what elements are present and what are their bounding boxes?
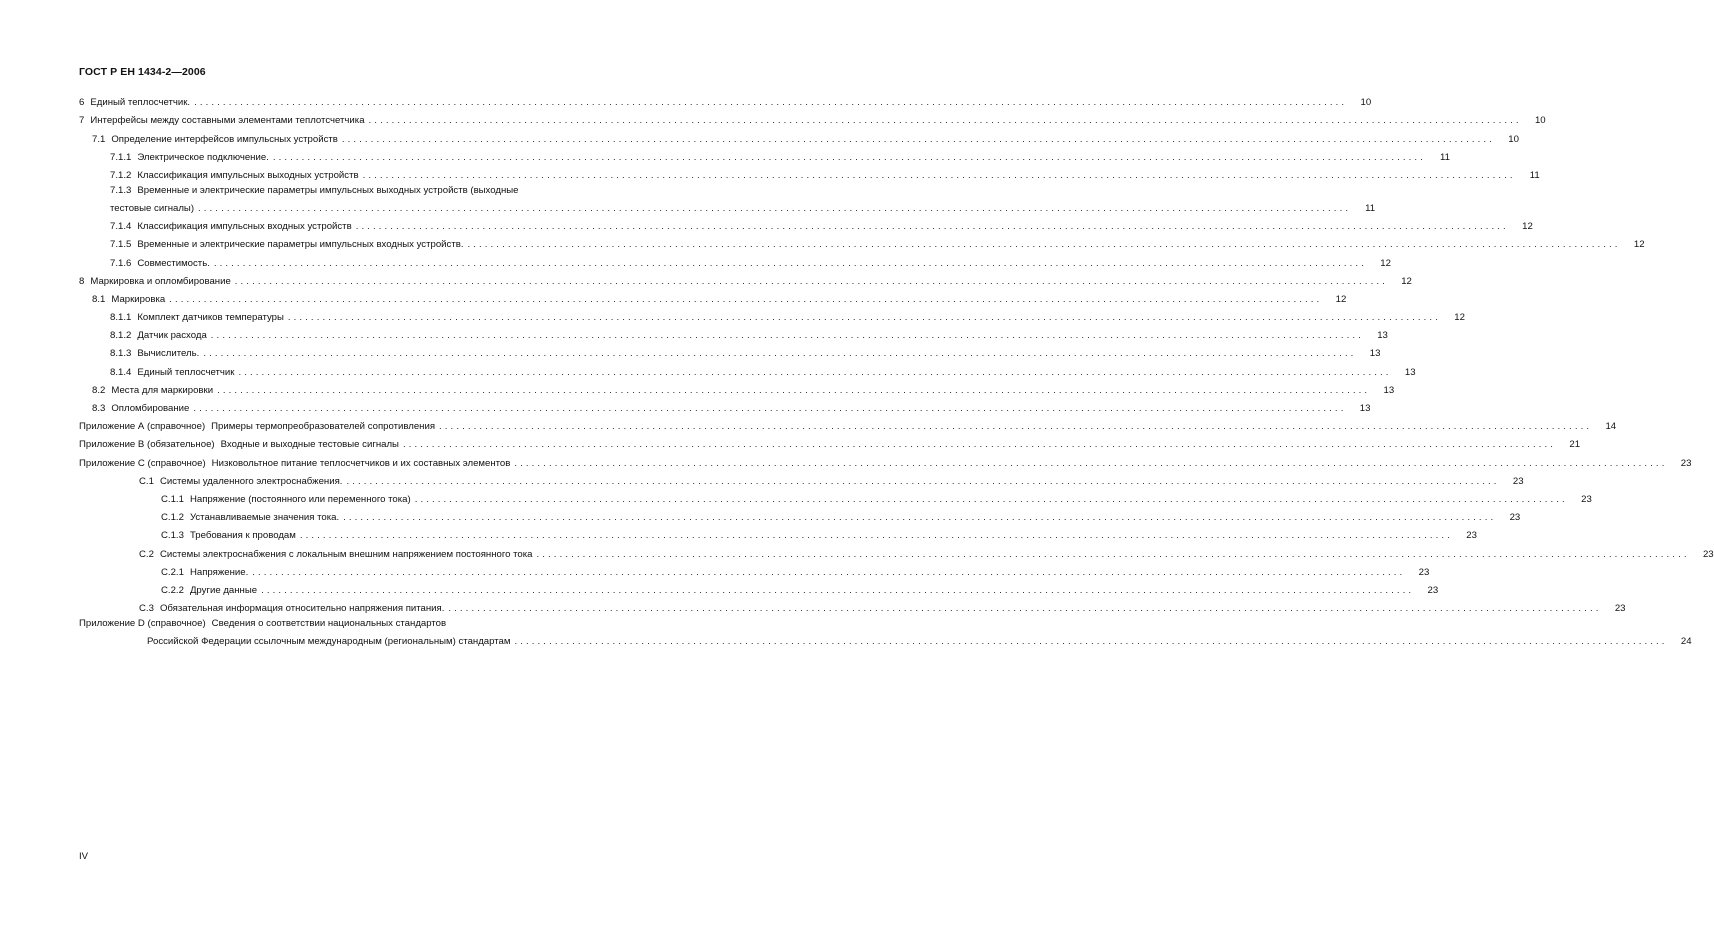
dot-leader: ........................................................................................................................................................................................................ xyxy=(536,548,1690,560)
toc-entry xyxy=(79,111,1546,129)
toc-entry-page: 12 xyxy=(1454,312,1465,324)
toc-entry xyxy=(79,326,1388,344)
toc-entry-title: Обязательная информация относительно напряжения питания. xyxy=(159,603,445,615)
toc-entry xyxy=(79,93,1372,111)
toc-entry-number: 8.3 xyxy=(92,403,106,414)
toc-entry-title: Системы удаленного электроснабжения. xyxy=(159,475,343,487)
toc-entry-page: 23 xyxy=(1427,584,1439,596)
toc-entry-number: С.2.1 xyxy=(161,566,184,578)
toc-entry-page: 11 xyxy=(1439,151,1450,163)
toc-entry-title: Устанавливаемые значения тока. xyxy=(189,512,340,524)
dot-leader: ........................................................................................................................................................................................................ xyxy=(261,584,1415,596)
toc-entry-page: 12 xyxy=(1335,293,1347,305)
toc-entry xyxy=(79,166,1540,184)
toc-entry-page: 23 xyxy=(1702,548,1714,560)
toc-entry-page: 11 xyxy=(1365,202,1376,214)
toc-entry xyxy=(79,184,613,199)
toc-entry-title: Требования к проводам xyxy=(189,530,296,542)
toc-entry-page: 13 xyxy=(1383,384,1395,396)
toc-entry-title: Российской Федерации ссылочным международным (региональным) стандартам xyxy=(147,636,511,648)
toc-entry-title: Совместимость. xyxy=(137,257,210,269)
toc-entry-title: Единый теплосчетчик xyxy=(137,366,235,378)
toc-entry-title: Комплект датчиков температуры xyxy=(137,312,284,324)
dot-leader: ........................................................................................................................................................................................................ xyxy=(252,566,1406,578)
toc-entry xyxy=(79,362,1416,380)
toc-entry-page: 13 xyxy=(1377,330,1388,342)
dot-leader: ........................................................................................................................................................................................................ xyxy=(346,475,1500,487)
toc-entry-title: Вычислитель. xyxy=(137,348,200,360)
toc-entry-number: 7.1.4 xyxy=(110,221,132,233)
toc-entry-page: 11 xyxy=(1529,169,1540,181)
toc-entry-page: 13 xyxy=(1404,366,1416,378)
toc-entry-number: С.2 xyxy=(139,548,154,560)
table-of-contents xyxy=(79,93,1714,650)
toc-entry-number: 7.1.1 xyxy=(110,151,132,163)
dot-leader: ........................................................................................................................................................................................................ xyxy=(272,151,1426,163)
dot-leader: ........................................................................................................................................................................................................ xyxy=(169,293,1323,305)
toc-entry xyxy=(79,472,1524,490)
toc-entry-number: 7.1 xyxy=(92,133,106,145)
toc-entry-title: Интерфейсы между составными элементами теплотсчетчика xyxy=(90,115,365,127)
toc-entry-page: 23 xyxy=(1418,566,1430,578)
dot-leader: ........................................................................................................................................................................................................ xyxy=(467,239,1621,251)
dot-leader: ........................................................................................................................................................................................................ xyxy=(341,133,1495,145)
toc-entry xyxy=(79,508,1521,526)
document-header: ГОСТ Р ЕН 1434-2—2006 xyxy=(79,66,206,78)
toc-entry-number: 8 xyxy=(79,275,85,287)
toc-entry-title: Единый теплосчетчик. xyxy=(90,97,191,109)
toc-entry-number: С.3 xyxy=(139,603,154,615)
toc-entry-number: 7 xyxy=(79,115,85,127)
toc-entry-title: Маркировка xyxy=(111,293,166,305)
toc-entry xyxy=(79,632,1692,650)
toc-entry-number: С.1.3 xyxy=(161,530,184,542)
toc-entry-number: Приложение D (справочное) xyxy=(79,618,206,630)
dot-leader: ........................................................................................................................................................................................................ xyxy=(213,257,1367,269)
toc-entry-title: Маркировка и опломбирование xyxy=(90,275,231,287)
toc-entry-number: С.1.2 xyxy=(161,512,184,524)
toc-entry-page: 12 xyxy=(1633,239,1645,251)
dot-leader: ........................................................................................................................................................................................................ xyxy=(514,636,1668,648)
toc-entry-page: 23 xyxy=(1581,493,1592,505)
toc-entry-number: С.2.2 xyxy=(161,584,184,596)
toc-entry-page: 12 xyxy=(1401,275,1412,287)
toc-entry xyxy=(79,435,1581,453)
dot-leader: ........................................................................................................................................................................................................ xyxy=(210,330,1364,342)
toc-entry-number: Приложение С (справочное) xyxy=(79,457,206,469)
dot-leader: ........................................................................................................................................................................................................ xyxy=(368,115,1522,127)
toc-entry-title: Сведения о соответствии национальных стандартов xyxy=(211,618,447,630)
toc-entry xyxy=(79,563,1430,581)
dot-leader: ........................................................................................................................................................................................................ xyxy=(234,275,1388,287)
toc-entry-number: 7.1.2 xyxy=(110,169,132,181)
toc-entry xyxy=(79,453,1692,471)
toc-entry-number: 7.1.6 xyxy=(110,257,132,269)
toc-entry-title: Временные и электрические параметры импульсных входных устройств. xyxy=(137,239,464,251)
toc-entry xyxy=(79,417,1617,435)
dot-leader: ........................................................................................................................................................................................................ xyxy=(203,348,1357,360)
toc-entry-page: 21 xyxy=(1569,439,1581,451)
toc-entry-page: 23 xyxy=(1512,475,1524,487)
dot-leader: ........................................................................................................................................................................................................ xyxy=(217,384,1371,396)
toc-entry-number: С.1 xyxy=(139,475,154,487)
toc-entry xyxy=(79,129,1519,147)
toc-entry-title: Примеры термопреобразователей сопротивления xyxy=(211,421,436,433)
dot-leader: ........................................................................................................................................................................................................ xyxy=(343,512,1497,524)
toc-entry-number: 6 xyxy=(79,97,85,109)
toc-entry xyxy=(79,217,1533,235)
toc-entry-title: Входные и выходные тестовые сигналы xyxy=(220,439,399,451)
toc-entry xyxy=(79,235,1645,253)
toc-entry-title: Датчик расхода xyxy=(137,330,207,342)
toc-entry-title: Классификация импульсных входных устройств xyxy=(137,221,352,233)
toc-entry xyxy=(79,381,1395,399)
toc-entry-page: 10 xyxy=(1508,133,1519,145)
toc-entry xyxy=(79,599,1626,617)
toc-entry xyxy=(79,272,1412,290)
toc-entry-page: 23 xyxy=(1680,457,1692,469)
dot-leader: ........................................................................................................................................................................................................ xyxy=(193,403,1347,414)
toc-entry-title: Напряжение. xyxy=(189,566,249,578)
toc-entry-page: 13 xyxy=(1359,403,1371,414)
toc-entry-page: 10 xyxy=(1534,115,1546,127)
toc-entry xyxy=(79,526,1477,544)
toc-entry xyxy=(79,490,1592,508)
toc-entry-number: 7.1.5 xyxy=(110,239,132,251)
toc-entry-title: тестовые сигналы) xyxy=(110,202,195,214)
toc-entry-number: Приложение В (обязательное) xyxy=(79,439,215,451)
toc-entry-title: Определение интерфейсов импульсных устройств xyxy=(111,133,338,145)
toc-entry xyxy=(79,581,1439,599)
toc-entry xyxy=(79,544,1714,562)
toc-entry-title: Временные и электрические параметры импульсных выходных устройств (выходные xyxy=(137,184,519,196)
dot-leader: ........................................................................................................................................................................................................ xyxy=(287,312,1441,324)
dot-leader: ........................................................................................................................................................................................................ xyxy=(238,366,1392,378)
toc-entry xyxy=(79,399,1371,417)
toc-entry-title: Электрическое подключение. xyxy=(137,151,269,163)
toc-entry-title: Опломбирование xyxy=(111,403,190,414)
toc-entry-page: 23 xyxy=(1466,530,1477,542)
toc-entry-page: 24 xyxy=(1680,636,1692,648)
toc-entry-page: 12 xyxy=(1522,221,1533,233)
toc-entry xyxy=(79,199,1376,217)
toc-entry-number: 7.1.3 xyxy=(110,184,132,196)
toc-entry-title: Напряжение (постоянного или переменного тока) xyxy=(189,493,411,505)
toc-entry-title: Классификация импульсных выходных устройств xyxy=(137,169,359,181)
toc-entry-number: 8.1 xyxy=(92,293,106,305)
toc-entry-number: Приложение А (справочное) xyxy=(79,421,206,433)
toc-entry-page: 12 xyxy=(1380,257,1391,269)
toc-entry-title: Низковольтное питание теплосчетчиков и их составных элементов xyxy=(211,457,511,469)
page-number: IV xyxy=(79,851,89,862)
toc-entry xyxy=(79,308,1465,326)
dot-leader: ........................................................................................................................................................................................................ xyxy=(194,97,1348,109)
toc-entry-number: 8.1.2 xyxy=(110,330,132,342)
toc-entry xyxy=(79,344,1381,362)
toc-entry-number: 8.1.1 xyxy=(110,312,132,324)
dot-leader: ........................................................................................................................................................................................................ xyxy=(439,421,1593,433)
dot-leader: ........................................................................................................................................................................................................ xyxy=(414,493,1568,505)
toc-entry-title: Системы электроснабжения с локальным внешним напряжением постоянного тока xyxy=(159,548,533,560)
toc-entry xyxy=(79,290,1347,308)
dot-leader: ........................................................................................................................................................................................................ xyxy=(514,457,1668,469)
toc-entry xyxy=(79,148,1450,166)
toc-entry-page: 10 xyxy=(1360,97,1372,109)
toc-entry-title: Места для маркировки xyxy=(111,384,214,396)
toc-entry-title: Другие данные xyxy=(189,584,258,596)
toc-entry-page: 14 xyxy=(1605,421,1617,433)
toc-entry-page: 13 xyxy=(1369,348,1381,360)
toc-entry xyxy=(79,617,613,632)
toc-entry xyxy=(79,253,1391,271)
dot-leader: ........................................................................................................................................................................................................ xyxy=(299,530,1453,542)
toc-entry-number: 8.1.3 xyxy=(110,348,132,360)
dot-leader: ........................................................................................................................................................................................................ xyxy=(448,603,1602,615)
dot-leader: ........................................................................................................................................................................................................ xyxy=(402,439,1557,451)
toc-entry-page: 23 xyxy=(1509,512,1521,524)
toc-entry-number: 8.2 xyxy=(92,384,106,396)
dot-leader: ........................................................................................................................................................................................................ xyxy=(362,169,1516,181)
toc-entry-number: 8.1.4 xyxy=(110,366,132,378)
toc-entry-number: С.1.1 xyxy=(161,493,184,505)
dot-leader: ........................................................................................................................................................................................................ xyxy=(198,202,1352,214)
toc-entry-page: 23 xyxy=(1614,603,1626,615)
dot-leader: ........................................................................................................................................................................................................ xyxy=(355,221,1509,233)
